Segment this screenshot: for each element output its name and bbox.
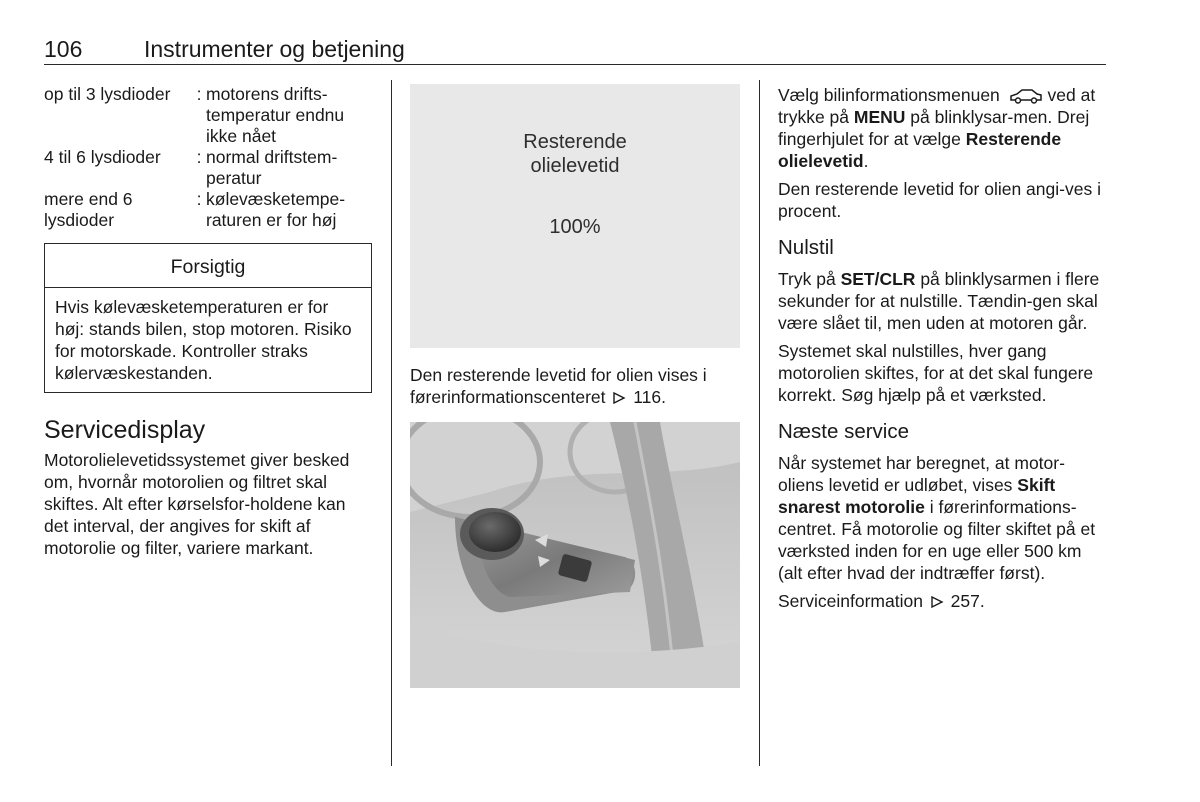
message-label: Skift snarest motorolie xyxy=(778,475,1056,517)
paragraph xyxy=(778,84,1106,172)
caption-page: 116. xyxy=(633,387,667,407)
section-paragraph: Motorolielevetidssystemet giver besked om, hvornår motorolien og filtret skal skiftes. Alt efter kørselsfor-holdene kan det interval, der angives for skift af motorolie og filter, variere markant. xyxy=(44,450,350,558)
subheading-next-service: Næste service xyxy=(778,420,910,443)
text-span: Vælg bilinformationsmenuen xyxy=(778,85,1000,105)
caution-title: Forsigtig xyxy=(45,244,371,288)
table-row xyxy=(44,189,372,231)
page-reference: 257. xyxy=(950,591,985,611)
paragraph xyxy=(778,268,1106,334)
display-title-line: Resterende xyxy=(523,131,627,153)
text-span: ved at trykke på xyxy=(778,85,1096,127)
column-divider-right xyxy=(759,80,760,766)
column-divider-left xyxy=(391,80,392,766)
led-label: 4 til 6 lysdioder xyxy=(44,147,161,167)
led-description: normal driftstem-peratur xyxy=(206,147,338,188)
subheading-reset: Nulstil xyxy=(778,236,834,259)
column-right xyxy=(778,84,1106,618)
text-span: på blinklysar-men. Drej fingerhjulet for at vælge xyxy=(778,107,1090,149)
page-reference-icon xyxy=(930,595,944,609)
led-temperature-table xyxy=(44,84,372,231)
paragraph xyxy=(778,452,1106,584)
menu-item-label: Resterende olielevetid xyxy=(778,129,1062,171)
text-span: . xyxy=(863,151,869,171)
section-heading: Servicedisplay xyxy=(44,416,206,444)
text-span: Tryk på xyxy=(778,269,836,289)
text-span: i førerinformations-centret. Få motorolie og filter skiftet på et værksted inden for en uge eller 500 km (alt efter hvad der indtræffer først). xyxy=(778,497,1096,583)
display-title-line: olielevetid xyxy=(530,155,620,177)
table-row xyxy=(44,147,372,189)
caution-box xyxy=(44,243,372,393)
paragraph: Den resterende levetid for olien angi-ves i procent. xyxy=(778,179,1101,221)
turn-signal-lever-photo xyxy=(410,422,740,688)
set-clr-button-label: SET/CLR xyxy=(840,269,916,289)
column-left xyxy=(44,84,372,559)
column-middle xyxy=(410,84,740,688)
led-label: op til 3 lysdioder xyxy=(44,84,171,104)
oil-life-display xyxy=(410,84,740,348)
page-reference-icon xyxy=(612,391,626,405)
led-description: motorens drifts-temperatur endnu ikke nået xyxy=(206,84,345,146)
display-value: 100% xyxy=(549,216,601,238)
text-span: Serviceinformation xyxy=(778,591,923,611)
led-colon: : xyxy=(196,84,202,104)
led-description: kølevæsketempe-raturen er for høj xyxy=(206,189,346,230)
caption-text: Den resterende levetid for olien vises i førerinformationscenteret xyxy=(410,365,707,407)
chapter-title: Instrumenter og betjening xyxy=(144,36,405,62)
page-number: 106 xyxy=(44,36,83,62)
display-title xyxy=(410,130,740,178)
menu-button-label: MENU xyxy=(853,107,906,127)
paragraph xyxy=(778,590,1106,612)
table-row xyxy=(44,84,372,147)
text-span: Når systemet har beregnet, at motor-oliens levetid er udløbet, vises xyxy=(778,453,1065,495)
paragraph: Systemet skal nulstilles, hver gang motorolien skiftes, for at det skal fungere korrekt. Søg hjælp på et værksted. xyxy=(778,341,1094,405)
led-label: mere end 6 lysdioder xyxy=(44,189,133,230)
led-colon: : xyxy=(196,189,202,209)
led-colon: : xyxy=(196,147,202,167)
display-caption xyxy=(410,364,740,408)
text-span: på blinklysarmen i flere sekunder for at nulstille. Tændin-gen skal være slået til, men uden at motoren går. xyxy=(778,269,1100,333)
caution-text: Hvis kølevæsketemperaturen er for høj: stands bilen, stop motoren. Risiko for motorskade. Kontroller straks kølervæskestanden. xyxy=(55,297,352,383)
car-icon xyxy=(1009,88,1043,104)
page-header xyxy=(44,34,1106,65)
